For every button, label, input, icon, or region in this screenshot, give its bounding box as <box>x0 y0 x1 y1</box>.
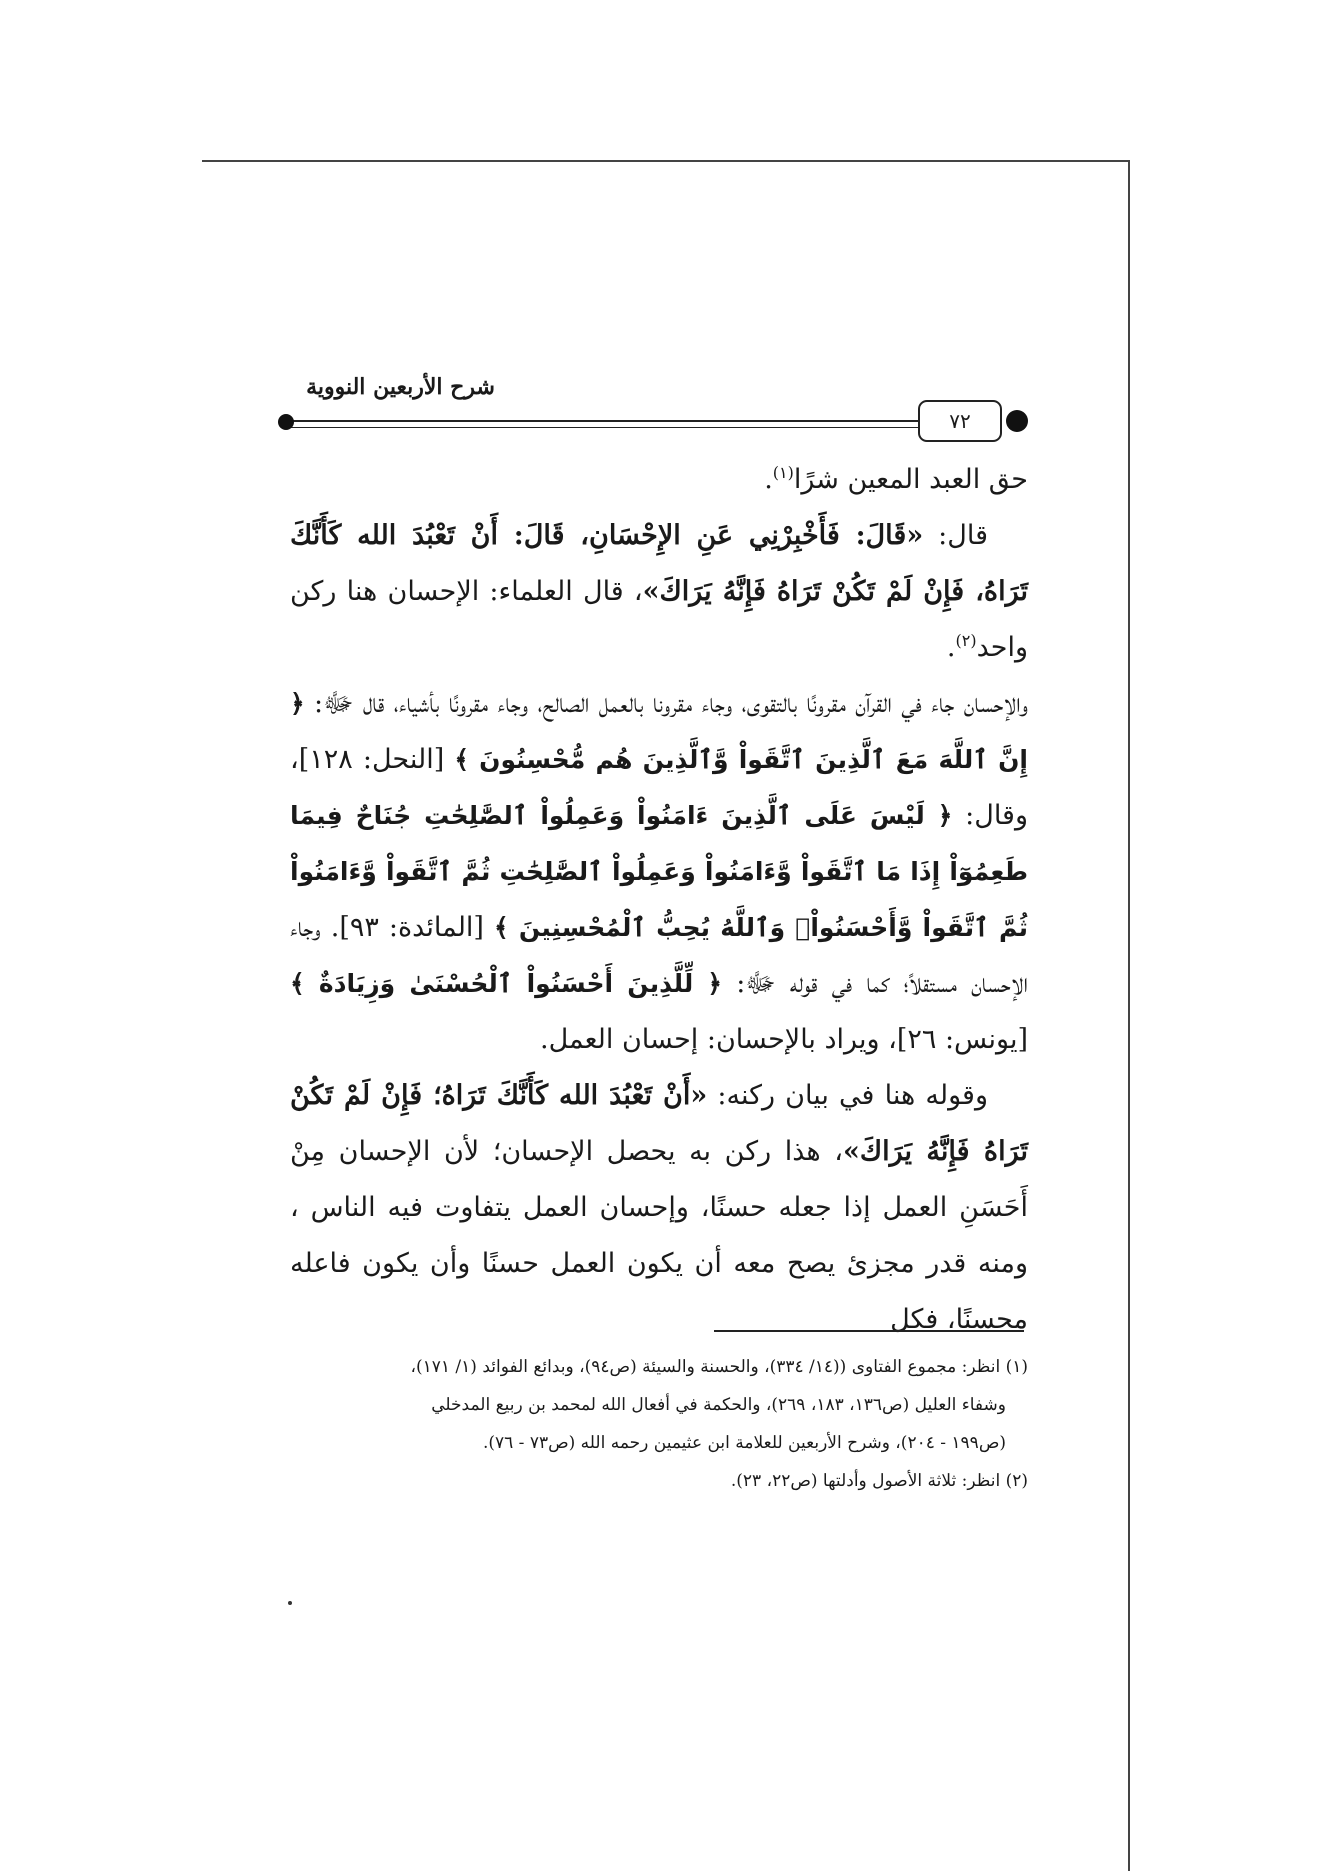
footnote-1-continued-2: (ص١٩٩ - ٢٠٤)، وشرح الأربعين للعلامة ابن عثيمين رحمه الله (ص٧٣ - ٧٦). <box>482 1433 1006 1453</box>
footnote-1: (١) انظر: مجموع الفتاوى ((١٤/ ٣٣٤)، والحسنة والسيئة (ص٩٤)، وبدائع الفوائد (١/ ١٧١)، <box>410 1357 1028 1377</box>
main-text <box>290 452 1028 1348</box>
quran-verse-yunus: ﴿ لِّلَّذِينَ أَحْسَنُواْ ٱلْحُسْنَىٰ وَزِيَادَةٌ ﴾ <box>290 969 723 998</box>
footnote-2: (٢) انظر: ثلاثة الأصول وأدلتها (ص٢٢، ٢٣). <box>730 1471 1028 1491</box>
stray-mark <box>288 1601 292 1605</box>
paragraph-quran-verses: والإحسان جاء في القرآن مقرونًا بالتقوى، وجاء مقرونا بالعمل الصالح، وجاء مقرونًا بأشياء، قال ﷻ: ﴿ إِنَّ ٱللَّهَ مَعَ ٱلَّذِينَ ٱتَّقَواْ وَّٱلَّذِينَ هُم مُّحْسِنُونَ ﴾ [النحل: ١٢٨]، وقال: ﴿ لَيْسَ عَلَى ٱلَّذِينَ ءَامَنُواْ وَعَمِلُواْ ٱلصَّٰلِحَٰتِ جُنَاحٌ فِيمَا طَعِمُوٓاْ إِذَا مَا ٱتَّقَواْ وَّءَامَنُواْ وَعَمِلُواْ ٱلصَّٰلِحَٰتِ ثُمَّ ٱتَّقَواْ وَّءَامَنُواْ ثُمَّ ٱتَّقَواْ وَّأَحْسَنُواْۚ وَٱللَّهُ يُحِبُّ ٱلْمُحْسِنِينَ ﴾ [المائدة: ٩٣]. وجاء الإحسان مستقلاً؛ كما في قوله ﷻ: ﴿ لِّلَّذِينَ أَحْسَنُواْ ٱلْحُسْنَىٰ وَزِيَادَةٌ ﴾ [يونس: ٢٦]، ويراد بالإحسان: إحسان العمل. <box>290 688 1029 1055</box>
hadith-quote: «قَالَ: فَأَخْبِرْنِي عَنِ الإِحْسَانِ، قَالَ: أَنْ تَعْبُدَ الله كَأَنَّكَ تَرَاهُ، فَإِنْ لَمْ تَكُنْ تَرَاهُ فَإِنَّهُ يَرَاكَ» <box>290 520 1028 607</box>
page-frame-right-line <box>1128 160 1130 1871</box>
paragraph-intro-line: حق العبد المعين شرًا$^{(١)}$. <box>764 463 1028 495</box>
footnote-ref-1: (١) <box>772 463 794 482</box>
page-frame-top-line <box>202 160 1130 162</box>
quran-verse-nahl: ﴿ إِنَّ ٱللَّهَ مَعَ ٱلَّذِينَ ٱتَّقَواْ وَّٱلَّذِينَ هُم مُّحْسِنُونَ ﴾ <box>290 689 1028 774</box>
hadith-quote-2: «أَنْ تَعْبُدَ الله كَأَنَّكَ تَرَاهُ؛ فَإِنْ لَمْ تَكُنْ تَرَاهُ فَإِنَّهُ يَرَاكَ» <box>290 1080 1028 1167</box>
verse-reference-yunus: [يونس: ٢٦] <box>896 1024 1028 1055</box>
page-number: ٧٢ <box>918 400 1002 442</box>
footnote-ref-2: (٢) <box>955 631 977 650</box>
paragraph-hadith: قال: «قَالَ: فَأَخْبِرْنِي عَنِ الإِحْسَانِ، قَالَ: أَنْ تَعْبُدَ الله كَأَنَّكَ تَرَاهُ، فَإِنْ لَمْ تَكُنْ تَرَاهُ فَإِنَّهُ يَرَاكَ»، قال العلماء: الإحسان هنا ركن واحد$^{(٢)}$. <box>290 520 1028 663</box>
quran-verse-maidah: ﴿ لَيْسَ عَلَى ٱلَّذِينَ ءَامَنُواْ وَعَمِلُواْ ٱلصَّٰلِحَٰتِ جُنَاحٌ فِيمَا طَعِمُوٓاْ إِذَا مَا ٱتَّقَواْ وَّءَامَنُواْ وَعَمِلُواْ ٱلصَّٰلِحَٰتِ ثُمَّ ٱتَّقَواْ وَّءَامَنُواْ ثُمَّ ٱتَّقَواْ وَّأَحْسَنُواْۚ وَٱللَّهُ يُحِبُّ ٱلْمُحْسِنِينَ ﴾ <box>290 801 1028 942</box>
footnotes <box>290 1348 1028 1500</box>
footnote-1-continued: وشفاء العليل (ص١٣٦، ١٨٣، ٢٦٩)، والحكمة في أفعال الله لمحمد بن ربيع المدخلي <box>431 1395 1006 1415</box>
footnote-separator <box>714 1330 1024 1332</box>
page-header <box>278 370 1038 440</box>
paragraph-ihsan-pillar: وقوله هنا في بيان ركنه: «أَنْ تَعْبُدَ الله كَأَنَّكَ تَرَاهُ؛ فَإِنْ لَمْ تَكُنْ تَرَاهُ فَإِنَّهُ يَرَاكَ»، هذا ركن به يحصل الإحسان؛ لأن الإحسان مِنْ أَحَسَنِ العمل إذا جعله حسنًا، وإحسان العمل يتفاوت فيه الناس ، ومنه قدر مجزئ يصح معه أن يكون العمل حسنًا وأن يكون فاعله محسنًا، فكل <box>290 1080 1028 1335</box>
verse-reference-maidah: [المائدة: ٩٣] <box>339 912 495 943</box>
header-ornament-dot-right <box>1006 410 1028 432</box>
header-ornament-dot-left <box>278 414 294 430</box>
book-title: شرح الأربعين النووية <box>306 374 495 400</box>
verse-reference-nahl: [النحل: ١٢٨] <box>298 744 455 775</box>
header-rule <box>286 420 936 428</box>
